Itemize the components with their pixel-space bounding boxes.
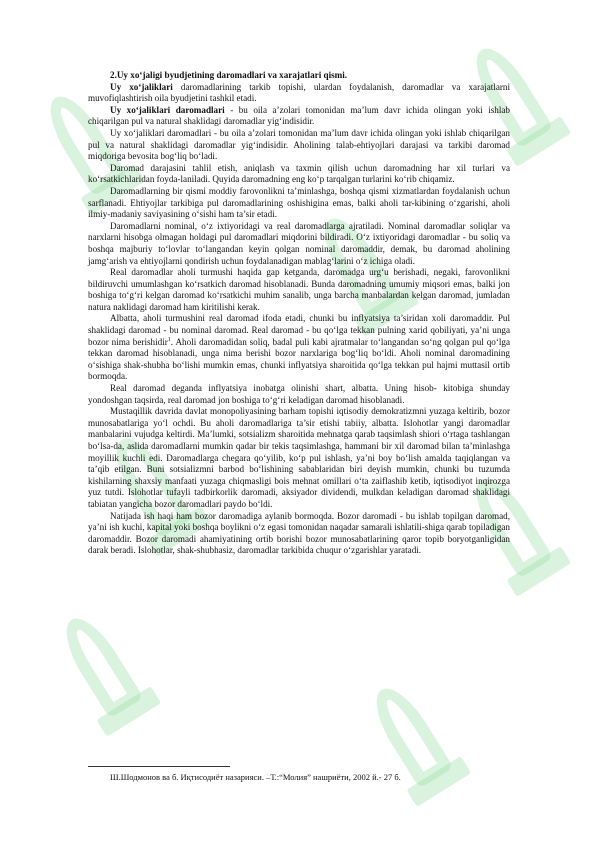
footnote-divider — [88, 766, 230, 767]
paragraph-text: daromadlarining tarkib topishi, ulardan foydalanish, daromadlar va xarajatlarni muvofiqlashtirish oila byudjetini tashkil etadi. — [88, 81, 511, 104]
watermark-logo — [343, 666, 490, 825]
footnote: Ш.Шодмонов ва б. Иқтисодиёт назарияси. –Т.:“Молия” нашриёти, 2002 й.- 27 б. — [110, 772, 401, 782]
section-heading: 2.Uy xo‘jaligi byudjetining daromadlari va xarajatlari qismi. — [110, 70, 348, 80]
document-body — [88, 70, 510, 557]
paragraph: Daromadlarni nominal, o‘z ixtiyoridagi va real daromadlarga ajratiladi. Nominal daromadlar soliqlar va narxlarni hisobga olmagan holdagi pul daromadlari miqdorini bildiradi. O‘z ixtiyoridagi daromadlar - bu soliq va boshqa majburiy to‘lovlar to‘langandan keyin qolgan nominal daromaddir, demak, bu daromad aholining jamg‘arish va ehtiyojlarni qondirish uchun foydalanadigan mablag‘larini o‘z ichiga oladi. — [88, 220, 510, 266]
footnote-marker[interactable]: 1 — [167, 336, 171, 343]
paragraph: Real daromad deganda inflyatsiya inobatga olinishi shart, albatta. Uning hisob- kitobiga shunday yondoshgan taqsirda, real daromad jon boshiga to‘g‘ri keladigan daromad hisoblanadi. — [88, 383, 510, 405]
paragraph — [88, 82, 510, 105]
bold-term: Uy xo‘jaliklari daromadlari — [110, 104, 225, 115]
paragraph: Daromad darajasini tahlil etish, aniqlash va taxmin qilish uchun daromadning har xil turlari va ko‘rsatkichlaridan foyda-laniladi. Quyida daromadning eng ko‘p tarqalgan turlarini ko‘rib chiqamiz. — [88, 162, 510, 185]
paragraph: Real daromadlar aholi turmushi haqida gap ketganda, daromadga urg‘u berishadi, negaki, farovonlikni bildiruvchi umumlashgan ko‘rsatkich daromad hisoblanadi. Bunda daromadning umumiy miqsori emas, balki jon boshiga to‘g‘ri kelgan daromad ko‘rsatkichi muhim sanalib, unga barcha manbalardan kelgan daromad, jumladan natura naklidagi daromad ham kiritilishi kerak. — [88, 267, 510, 312]
watermark-logo — [33, 596, 180, 755]
paragraph: Natijada ish haqi ham bozor daromadiga aylanib bormoqda. Bozor daromadi - bu ishlab topilgan daromad, ya’ni ish kuchi, kapital yoki boshqa boylikni o‘z egasi tomonidan naqadar samarali ishlatili-shiga qarab topiladigan daromaddir. Bozor daromadi ahamiyatining ortib borishi bozor munosabatlarining qaror topib boryotganligidan darak beradi. Islohotlar, shak-shubhasiz, daromadlar tarkibida chuqur o‘zgarishlar yaratadi. — [88, 510, 510, 556]
bold-term: Uy xo‘jaliklari — [110, 81, 173, 92]
paragraph — [88, 313, 510, 383]
paragraph-text: . Aholi daromadidan soliq, badal puli kabi ajratmalar to‘langandan so‘ng qolgan pul qo‘lga tekkan daromad hisoblanadi, unga nima berishi bozor narxlariga bog‘liq bo‘ldi. Aholi nominal daromadining o‘sishiga shak-shubha bo‘lishi mumkin emas, chunki inflyatsiya sharoitida qo‘lga tekkan pul hajmi muttasil ortib bormoqda. — [88, 336, 511, 382]
paragraph-text: - bu oila a’zolari tomonidan ma’lum davr ichida olingan yoki ishlab chiqarilgan pul va natural shaklidagi daromadlar yig‘indisidir. — [88, 104, 510, 127]
paragraph: Mustaqillik davrida davlat monopoliyasining barham topishi iqtisodiy demokratizmni yuzaga keltirib, bozor munosabatlariga yo‘l ochdi. Bu aholi daromadlariga ta’sir etishi tabiiy, albatta. Islohotlar yangi daromadlar manbalarini vujudga keltirdi. Ma’lumki, sotsializm sharoitida mehnatga qarab taqsimlash shiori o‘rtaga tashlangan bo‘lsa-da, aslida daromadlarni mumkin qadar bir tekis taqsimlashga, hammani bir xil daromad bilan ta’minlashga moyillik kuchli edi. Daromadlarga chegara qo‘yilib, ko‘p pul ishlash, ya’ni boy bo‘lish amalda taqiqlangan va ta’qib etilgan. Buni sotsializmni barbod bo‘lishining sabablaridan biri deyish mumkin, chunki bu tuzumda kishilarning shaxsiy manfaati yuzaga chiqmasligi bois mehnat omillari o‘ta zaiflashib ketib, iqtisodiyot inqirozga yuz tutdi. Islohotlar tufayli tadbirkorlik daromadi, aksiyador dividendi, mulkdan keladigan daromad shaklidagi tabiatan yangicha bozor daromadlari paydo bo‘ldi. — [88, 406, 510, 509]
paragraph — [88, 105, 510, 128]
paragraph: Daromadlarning bir qismi moddiy farovonlikni ta’minlashga, boshqa qismi xizmatlardan foydalanish uchun sarflanadi. Ehtiyojlar tarkibiga pul daromadlarining oshishigina emas, balki aholi tar-kibining o‘zgarishi, aholi ilmiy-madaniy saviyasining o‘sishi ham ta’sir etadi. — [88, 185, 510, 220]
paragraph-text: Albatta, aholi turmushini real daromad ifoda etadi, chunki bu inflyatsiya ta’siridan xoli daromaddir. Pul shaklidagi daromad - bu nominal daromad. Real daromad - bu qo‘lga tekkan pulning xarid qobiliyati, ya’ni unga bozor nima berishidir — [88, 313, 510, 347]
paragraph: Uy xo‘jaliklari daromadlari - bu oila a’zolari tomonidan ma’lum davr ichida olingan yoki ishlab chiqarilgan pul va natural shaklidagi daromadlar yig‘indisidir. Aholining talab-ehtiyojlari darajasi va tarkibi daromad miqdoriga bevosita bog‘liq bo‘ladi. — [88, 127, 510, 162]
